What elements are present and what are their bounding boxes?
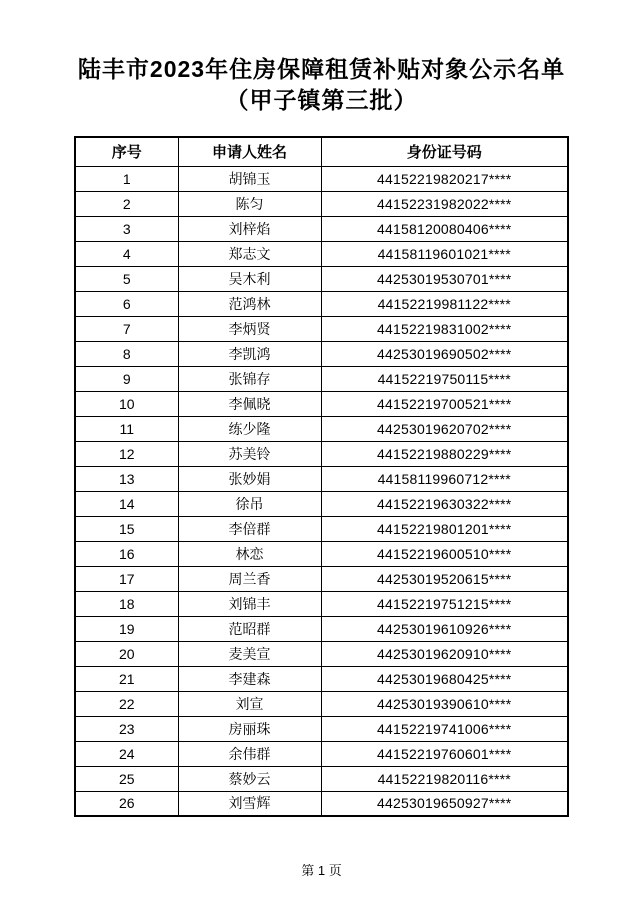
- id-number-cell: 44253019390610****: [321, 691, 568, 716]
- id-number-cell: 44152219801201****: [321, 516, 568, 541]
- table-row: [75, 541, 568, 566]
- row-number-cell: 20: [75, 641, 178, 666]
- id-number-cell: 44152219750115****: [321, 366, 568, 391]
- id-number-cell: 44152219820116****: [321, 766, 568, 791]
- id-number-cell: 44253019610926****: [321, 616, 568, 641]
- table-row: [75, 791, 568, 816]
- table-row: [75, 266, 568, 291]
- table-row: [75, 691, 568, 716]
- page-number-footer: 第 1 页: [301, 863, 342, 878]
- id-number-cell: 44253019520615****: [321, 566, 568, 591]
- row-number-cell: 12: [75, 441, 178, 466]
- table-row: [75, 441, 568, 466]
- row-number-cell: 2: [75, 191, 178, 216]
- row-number-cell: 8: [75, 341, 178, 366]
- table-row: [75, 566, 568, 591]
- table-row: [75, 466, 568, 491]
- applicant-name-cell: 练少隆: [178, 416, 321, 441]
- table-row: [75, 491, 568, 516]
- applicant-name-cell: 胡锦玉: [178, 166, 321, 191]
- row-number-cell: 13: [75, 466, 178, 491]
- table-row: [75, 191, 568, 216]
- document-title: [0, 0, 643, 116]
- applicant-name-cell: 房丽珠: [178, 716, 321, 741]
- header-id-number: 身份证号码: [321, 137, 568, 166]
- id-number-cell: 44158119960712****: [321, 466, 568, 491]
- table-row: [75, 291, 568, 316]
- title-line-1: 陆丰市2023年住房保障租赁补贴对象公示名单: [77, 56, 566, 82]
- applicant-name-cell: 刘雪辉: [178, 791, 321, 816]
- row-number-cell: 14: [75, 491, 178, 516]
- table-row: [75, 641, 568, 666]
- applicant-name-cell: 麦美宣: [178, 641, 321, 666]
- row-number-cell: 23: [75, 716, 178, 741]
- table-row: [75, 241, 568, 266]
- applicant-name-cell: 陈匀: [178, 191, 321, 216]
- applicant-name-cell: 李凯鸿: [178, 341, 321, 366]
- applicant-name-cell: 余伟群: [178, 741, 321, 766]
- row-number-cell: 9: [75, 366, 178, 391]
- id-number-cell: 44152219741006****: [321, 716, 568, 741]
- id-number-cell: 44158119601021****: [321, 241, 568, 266]
- id-number-cell: 44253019530701****: [321, 266, 568, 291]
- row-number-cell: 4: [75, 241, 178, 266]
- id-number-cell: 44253019620702****: [321, 416, 568, 441]
- applicant-name-cell: 张锦存: [178, 366, 321, 391]
- id-number-cell: 44152219600510****: [321, 541, 568, 566]
- title-line-2: （甲子镇第三批）: [225, 87, 418, 113]
- row-number-cell: 16: [75, 541, 178, 566]
- table-row: [75, 366, 568, 391]
- row-number-cell: 26: [75, 791, 178, 816]
- id-number-cell: 44152219630322****: [321, 491, 568, 516]
- row-number-cell: 22: [75, 691, 178, 716]
- applicant-name-cell: 郑志文: [178, 241, 321, 266]
- applicant-name-cell: 刘梓焰: [178, 216, 321, 241]
- id-number-cell: 44152219981122****: [321, 291, 568, 316]
- table-row: [75, 416, 568, 441]
- applicant-name-cell: 刘锦丰: [178, 591, 321, 616]
- row-number-cell: 21: [75, 666, 178, 691]
- id-number-cell: 44152219820217****: [321, 166, 568, 191]
- row-number-cell: 3: [75, 216, 178, 241]
- table-row: [75, 616, 568, 641]
- id-number-cell: 44152219751215****: [321, 591, 568, 616]
- id-number-cell: 44152219831002****: [321, 316, 568, 341]
- id-number-cell: 44253019680425****: [321, 666, 568, 691]
- table-body: [75, 166, 568, 816]
- table-row: [75, 666, 568, 691]
- applicant-name-cell: 张妙娟: [178, 466, 321, 491]
- table-row: [75, 216, 568, 241]
- row-number-cell: 7: [75, 316, 178, 341]
- row-number-cell: 6: [75, 291, 178, 316]
- table-row: [75, 516, 568, 541]
- applicant-name-cell: 李炳贤: [178, 316, 321, 341]
- applicant-name-cell: 周兰香: [178, 566, 321, 591]
- id-number-cell: 44152231982022****: [321, 191, 568, 216]
- table-row: [75, 341, 568, 366]
- applicant-name-cell: 范昭群: [178, 616, 321, 641]
- table-row: [75, 166, 568, 191]
- applicant-name-cell: 李倍群: [178, 516, 321, 541]
- row-number-cell: 11: [75, 416, 178, 441]
- table-row: [75, 316, 568, 341]
- id-number-cell: 44253019620910****: [321, 641, 568, 666]
- applicant-name-cell: 李建森: [178, 666, 321, 691]
- table-row: [75, 741, 568, 766]
- applicant-name-cell: 李佩晓: [178, 391, 321, 416]
- table-header-row: [75, 137, 568, 166]
- row-number-cell: 1: [75, 166, 178, 191]
- row-number-cell: 17: [75, 566, 178, 591]
- id-number-cell: 44253019650927****: [321, 791, 568, 816]
- applicant-name-cell: 林恋: [178, 541, 321, 566]
- applicant-name-cell: 苏美铃: [178, 441, 321, 466]
- row-number-cell: 25: [75, 766, 178, 791]
- header-sequence-number: 序号: [75, 137, 178, 166]
- row-number-cell: 24: [75, 741, 178, 766]
- id-number-cell: 44253019690502****: [321, 341, 568, 366]
- row-number-cell: 5: [75, 266, 178, 291]
- row-number-cell: 18: [75, 591, 178, 616]
- id-number-cell: 44152219880229****: [321, 441, 568, 466]
- applicant-name-cell: 徐吊: [178, 491, 321, 516]
- id-number-cell: 44152219760601****: [321, 741, 568, 766]
- applicant-name-cell: 吴木利: [178, 266, 321, 291]
- header-applicant-name: 申请人姓名: [178, 137, 321, 166]
- applicant-name-cell: 刘宣: [178, 691, 321, 716]
- row-number-cell: 19: [75, 616, 178, 641]
- id-number-cell: 44158120080406****: [321, 216, 568, 241]
- table-row: [75, 591, 568, 616]
- applicant-name-cell: 范鸿林: [178, 291, 321, 316]
- table-row: [75, 766, 568, 791]
- table-row: [75, 716, 568, 741]
- row-number-cell: 10: [75, 391, 178, 416]
- id-number-cell: 44152219700521****: [321, 391, 568, 416]
- applicant-table: [74, 136, 569, 817]
- applicant-name-cell: 蔡妙云: [178, 766, 321, 791]
- row-number-cell: 15: [75, 516, 178, 541]
- table-row: [75, 391, 568, 416]
